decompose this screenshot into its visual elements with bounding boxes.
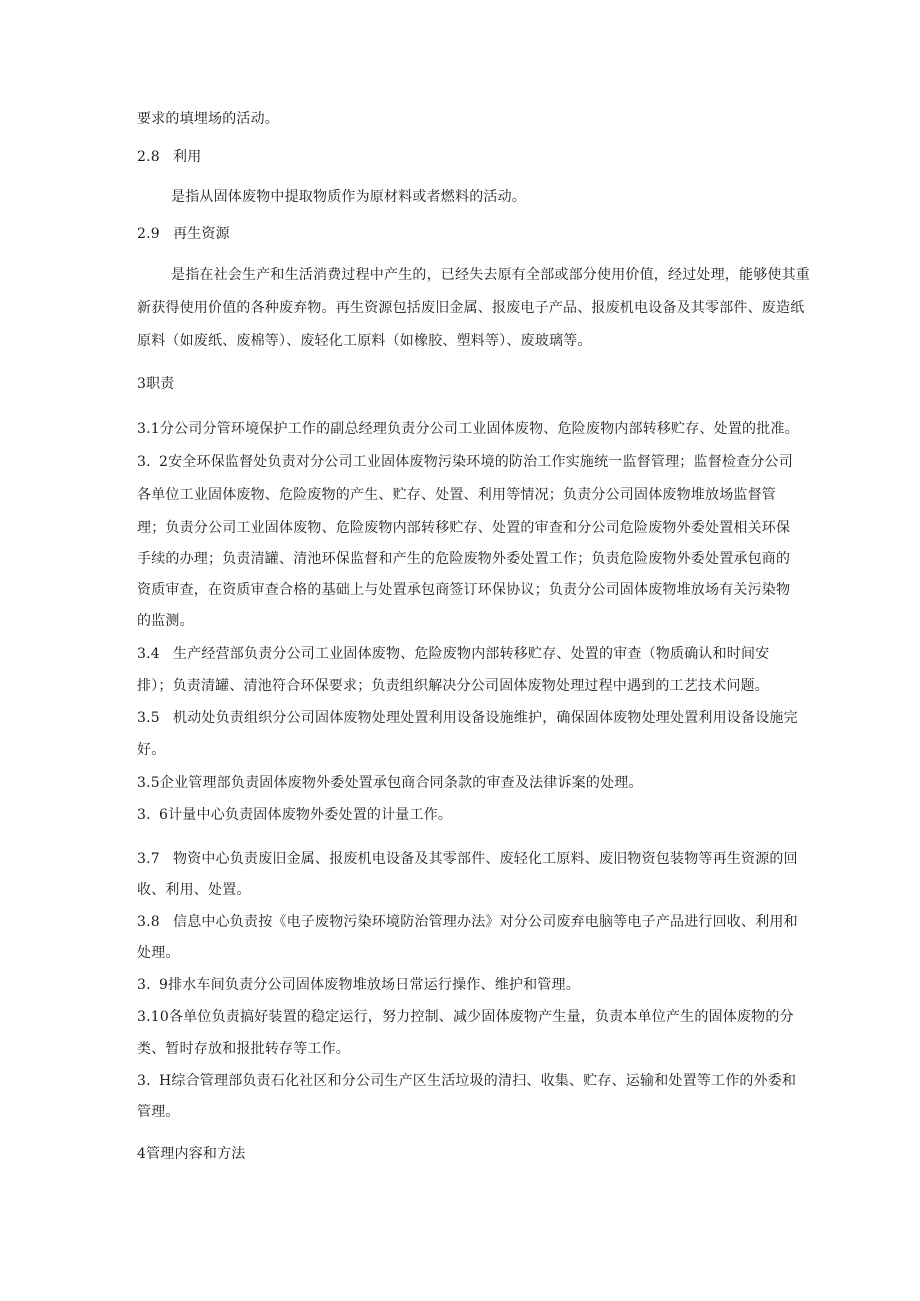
- text-line: [137, 644, 769, 664]
- text-line: 新获得使用价值的各种废弃物。再生资源包括废旧金属、报废电子产品、报废机电设备及其零部件、废造纸: [137, 300, 805, 316]
- section-number: 3.8: [137, 914, 160, 930]
- text-line: 排）；负责清罐、清池符合环保要求；负责组织解决分公司固体废物处理过程中遇到的工艺技术问题。: [137, 678, 769, 694]
- line-text: 物资中心负责废旧金属、报废机电设备及其零部件、废轻化工原料、废旧物资包装物等再生资源的回: [173, 851, 798, 867]
- text-line: [137, 849, 798, 869]
- text-line: 管理。: [137, 1104, 180, 1120]
- section-number: 3.: [137, 807, 151, 823]
- text-line: [137, 805, 452, 825]
- text-line: 收、利用、处置。: [137, 882, 251, 898]
- text-line: 是指在社会生产和生活消费过程中产生的，已经失去原有全部或部分使用价值，经过处理，能够使其重: [171, 267, 810, 283]
- text-line: 类、暂时存放和报批转存等工作。: [137, 1041, 350, 1057]
- line-text: 生产经营部负责分公司工业固体废物、危险废物内部转移贮存、处置的审查（物质确认和时间安: [173, 646, 770, 662]
- text-line: [137, 975, 580, 995]
- section-title: 利用: [173, 149, 202, 165]
- text-line: 处理。: [137, 945, 180, 961]
- line-text: 6计量中心负责固体废物外委处置的计量工作。: [159, 807, 453, 823]
- section-number: 2.9: [137, 226, 160, 242]
- line-text: 信息中心负责按《电子废物污染环境防治管理办法》对分公司废弃电脑等电子产品进行回收、利用和: [173, 914, 798, 930]
- text-line: 各单位工业固体废物、危险废物的产生、贮存、处置、利用等情况；负责分公司固体废物堆放场监督管: [137, 487, 776, 503]
- section-heading-2-9: [137, 224, 230, 244]
- text-line: 是指从固体废物中提取物质作为原材料或者燃料的活动。: [171, 189, 526, 205]
- section-title: 再生资源: [173, 226, 230, 242]
- text-line: 手续的办理；负责清罐、清池环保监督和产生的危险废物外委处置工作；负责危险废物外委处置承包商的: [137, 551, 791, 567]
- text-line: 3.10各单位负责搞好装置的稳定运行，努力控制、减少固体废物产生量，负责本单位产生的固体废物的分: [137, 1009, 794, 1025]
- line-text: 机动处负责组织分公司固体废物处理处置利用设备设施维护，确保固体废物处理处置利用设备设施完: [173, 710, 798, 726]
- line-text: 9排水车间负责分公司固体废物堆放场日常运行操作、维护和管理。: [159, 977, 580, 993]
- section-number: 3.5: [137, 710, 160, 726]
- section-number: 3.4: [137, 646, 160, 662]
- text-line: 3.1分公司分管环境保护工作的副总经理负责分公司工业固体废物、危险废物内部转移贮存、处置的批准。: [137, 421, 799, 437]
- line-text: 2安全环保监督处负责对分公司工业固体废物污染环境的防治工作实施统一监督管理；监督检查分公司: [159, 454, 793, 470]
- text-line: 的监测。: [137, 613, 194, 629]
- text-line: 3.5企业管理部负责固体废物外委处置承包商合同条款的审查及法律诉案的处理。: [137, 775, 643, 791]
- text-line: 理；负责分公司工业固体废物、危险废物内部转移贮存、处置的审查和分公司危险废物外委处置相关环保: [137, 520, 791, 536]
- text-line: 要求的填埋场的活动。: [137, 111, 279, 127]
- text-line: 资质审查，在资质审查合格的基础上与处置承包商签订环保协议；负责分公司固体废物堆放场有关污染物: [137, 582, 791, 598]
- text-line: [137, 1071, 796, 1091]
- section-number: 3.: [137, 454, 151, 470]
- text-line: [137, 452, 793, 472]
- section-number: 3.: [137, 1073, 151, 1089]
- section-number: 3.7: [137, 851, 160, 867]
- text-line: [137, 912, 798, 932]
- text-line: 好。: [137, 742, 166, 758]
- chapter-heading-4: 4管理内容和方法: [137, 1146, 246, 1162]
- line-text: H综合管理部负责石化社区和分公司生产区生活垃圾的清扫、收集、贮存、运输和处置等工作的外委和: [159, 1073, 797, 1089]
- text-line: 原料（如废纸、废棉等）、废轻化工原料（如橡胶、塑料等）、废玻璃等。: [137, 333, 592, 349]
- text-line: [137, 708, 798, 728]
- section-number: 3.: [137, 977, 151, 993]
- section-heading-2-8: [137, 147, 201, 167]
- chapter-heading-3: 3职责: [137, 376, 175, 392]
- section-number: 2.8: [137, 149, 160, 165]
